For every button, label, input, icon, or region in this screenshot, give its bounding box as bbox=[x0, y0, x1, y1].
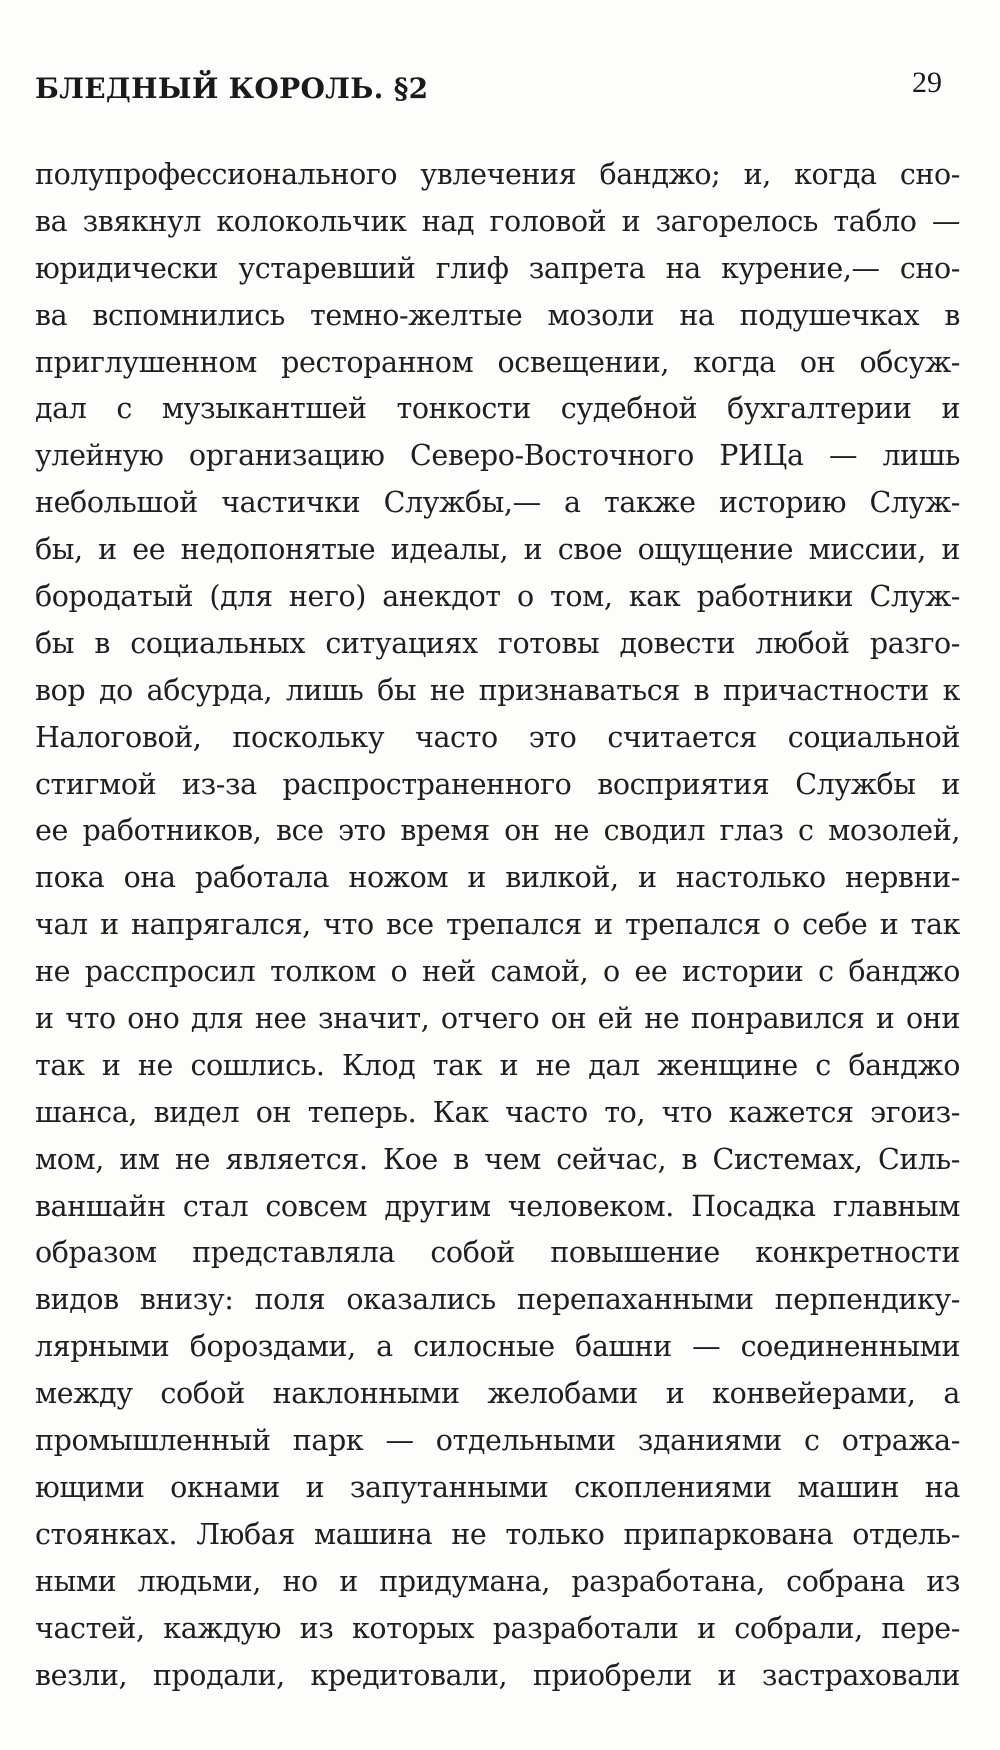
text-line: ее работников, все это время он не сводил глаз с мозолей, bbox=[35, 814, 960, 848]
text-line: ва звякнул колокольчик над головой и загорелось табло — bbox=[35, 204, 960, 238]
text-line: стоянках. Любая машина не только припаркована отдель- bbox=[35, 1517, 960, 1551]
text-line: промышленный парк — отдельными зданиями с отража- bbox=[35, 1424, 960, 1458]
text-line: Налоговой, поскольку часто это считается социальной bbox=[35, 720, 960, 754]
text-line: видов внизу: поля оказались перепаханными перпендику- bbox=[35, 1283, 960, 1317]
text-line: пока она работала ножом и вилкой, и настолько нервни- bbox=[35, 861, 960, 895]
body-text bbox=[35, 152, 960, 1699]
text-line: бородатый (для него) анекдот о том, как работники Служ- bbox=[35, 580, 960, 614]
text-line: так и не сошлись. Клод так и не дал женщине с банджо bbox=[35, 1048, 960, 1082]
text-line: вор до абсурда, лишь бы не признаваться в причастности к bbox=[35, 673, 960, 707]
text-line: небольшой частички Службы,— а также историю Служ- bbox=[35, 486, 960, 520]
text-line: бы, и ее недопонятые идеалы, и свое ощущение миссии, и bbox=[35, 533, 960, 567]
text-line: полупрофессионального увлечения банджо; и, когда сно- bbox=[35, 158, 960, 191]
text-line: улейную организацию Северо-Восточного РИЦа — лишь bbox=[35, 439, 960, 473]
text-line: дал с музыкантшей тонкости судебной бухгалтерии и bbox=[35, 392, 960, 426]
text-line: частей, каждую из которых разработали и собрали, пере- bbox=[35, 1611, 960, 1645]
text-line: лярными бороздами, а силосные башни — соединенными bbox=[35, 1330, 960, 1364]
text-line: и что оно для нее значит, отчего он ей не понравился и они bbox=[35, 1002, 960, 1036]
text-line: ющими окнами и запутанными скоплениями машин на bbox=[35, 1470, 960, 1504]
text-line: приглушенном ресторанном освещении, когда он обсуж- bbox=[35, 345, 960, 379]
text-line: ными людьми, но и придумана, разработана, собрана из bbox=[35, 1564, 960, 1598]
text-line: шанса, видел он теперь. Как часто то, что кажется эгоиз- bbox=[35, 1095, 960, 1129]
text-line: чал и напрягался, что все трепался и трепался о себе и так bbox=[35, 908, 960, 942]
text-line: ва вспомнились темно-желтые мозоли на подушечках в bbox=[35, 298, 960, 332]
text-line: образом представляла собой повышение конкретности bbox=[35, 1236, 960, 1270]
text-line: везли, продали, кредитовали, приобрели и застраховали bbox=[35, 1658, 960, 1692]
text-line: стигмой из-за распространенного восприятия Службы и bbox=[35, 767, 960, 801]
text-line: не расспросил толком о ней самой, о ее истории с банджо bbox=[35, 955, 960, 989]
text-line: мом, им не является. Кое в чем сейчас, в Системах, Силь- bbox=[35, 1142, 960, 1176]
running-title: БЛЕДНЫЙ КОРОЛЬ. §2 bbox=[35, 72, 429, 105]
text-line: юридически устаревший глиф запрета на курение,— сно- bbox=[35, 251, 960, 285]
text-line: между собой наклонными желобами и конвейерами, а bbox=[35, 1377, 960, 1411]
text-line: бы в социальных ситуациях готовы довести любой разго- bbox=[35, 626, 960, 660]
page-number: 29 bbox=[912, 66, 942, 99]
text-line: ваншайн стал совсем другим человеком. Посадка главным bbox=[35, 1189, 960, 1223]
